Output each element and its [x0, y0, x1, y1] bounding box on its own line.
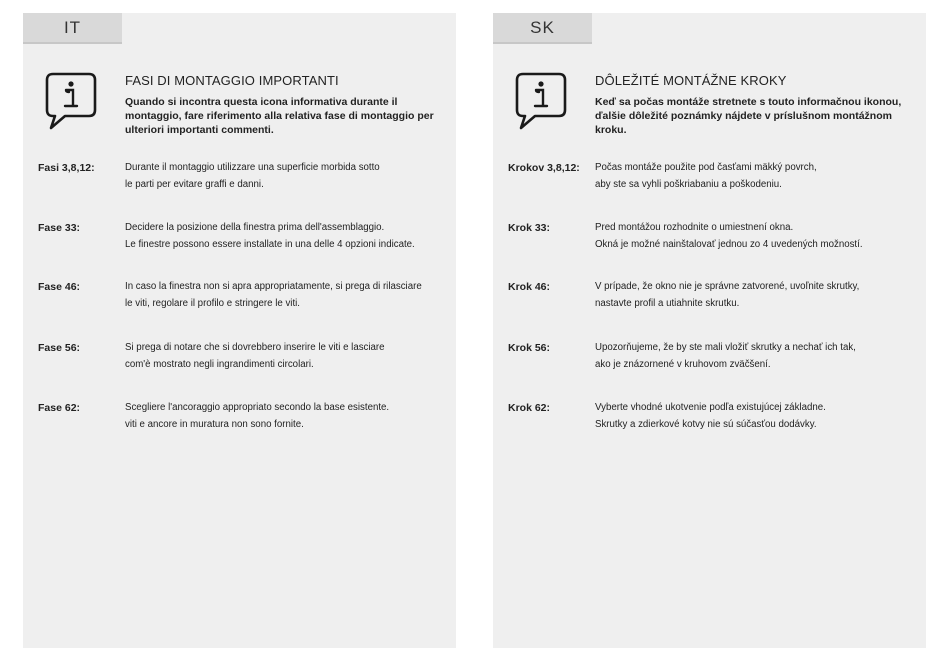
- step-line: ako je znázornené v kruhovom zväčšení.: [595, 359, 771, 370]
- intro-text: Quando si incontra questa icona informativa durante il montaggio, fare riferimento alla relativa fase di montaggio per ulteriori importanti commenti.: [125, 96, 434, 136]
- step-line: le viti, regolare il profilo e stringere le viti.: [125, 298, 300, 309]
- step-line: Decidere la posizione della finestra prima dell'assemblaggio.: [125, 222, 385, 233]
- section-title: FASI DI MONTAGGIO IMPORTANTI: [125, 73, 339, 88]
- step-label: Fasi 3,8,12:: [38, 162, 95, 174]
- step-text: [125, 340, 455, 372]
- step-line: com'è mostrato negli ingrandimenti circolari.: [125, 359, 314, 370]
- step-text: [125, 220, 455, 252]
- instruction-panel-sk: [493, 13, 926, 648]
- step-label: Fase 46:: [38, 281, 81, 293]
- step-line: Durante il montaggio utilizzare una superficie morbida sotto: [125, 162, 380, 173]
- step-line: Okná je možné nainštalovať jednou zo 4 uvedených možností.: [595, 239, 863, 250]
- step-text: [125, 279, 455, 311]
- step-line: Si prega di notare che si dovrebbero inserire le viti e lasciare: [125, 342, 385, 353]
- step-line: Počas montáže použite pod časťami mäkký povrch,: [595, 162, 817, 173]
- step-label: Fase 56:: [38, 342, 81, 354]
- info-speech-bubble-icon: [45, 70, 97, 132]
- step-label: Fase 33:: [38, 222, 81, 234]
- step-label: Krok 33:: [508, 222, 551, 234]
- info-speech-bubble-icon: [515, 70, 567, 132]
- step-line: In caso la finestra non si apra appropriatamente, si prega di rilasciare: [125, 281, 422, 292]
- step-label: Fase 62:: [38, 402, 81, 414]
- step-text: [125, 400, 455, 432]
- section-title: DÔLEŽITÉ MONTÁŽNE KROKY: [595, 73, 787, 88]
- step-text: [595, 340, 925, 372]
- language-tab-it: IT: [23, 13, 122, 43]
- step-line: Le finestre possono essere installate in una delle 4 opzioni indicate.: [125, 239, 415, 250]
- step-line: V prípade, že okno nie je správne zatvorené, uvoľnite skrutky,: [595, 281, 860, 292]
- step-label: Krok 46:: [508, 281, 551, 293]
- step-line: viti e ancore in muratura non sono fornite.: [125, 419, 304, 430]
- step-text: [595, 279, 925, 311]
- step-label: Krok 56:: [508, 342, 551, 354]
- step-line: nastavte profil a utiahnite skrutku.: [595, 298, 740, 309]
- language-tab-sk: SK: [493, 13, 592, 43]
- step-line: Scegliere l'ancoraggio appropriato secondo la base esistente.: [125, 402, 390, 413]
- step-label: Krokov 3,8,12:: [508, 162, 580, 174]
- step-line: Upozorňujeme, že by ste mali vložiť skrutky a nechať ich tak,: [595, 342, 856, 353]
- step-text: [595, 160, 925, 192]
- step-line: aby ste sa vyhli poškriabaniu a poškodeniu.: [595, 179, 782, 190]
- step-label: Krok 62:: [508, 402, 551, 414]
- step-line: le parti per evitare graffi e danni.: [125, 179, 264, 190]
- step-line: Pred montážou rozhodnite o umiestnení okna.: [595, 222, 794, 233]
- instruction-panel-it: [23, 13, 456, 648]
- intro-text: Keď sa počas montáže stretnete s touto informačnou ikonou, ďalšie dôležité poznámky nájdete v príslušnom montážnom kroku.: [595, 96, 902, 136]
- step-line: Vyberte vhodné ukotvenie podľa existujúcej základne.: [595, 402, 826, 413]
- step-line: Skrutky a zdierkové kotvy nie sú súčasťou dodávky.: [595, 419, 817, 430]
- step-text: [125, 160, 455, 192]
- step-text: [595, 220, 925, 252]
- step-text: [595, 400, 925, 432]
